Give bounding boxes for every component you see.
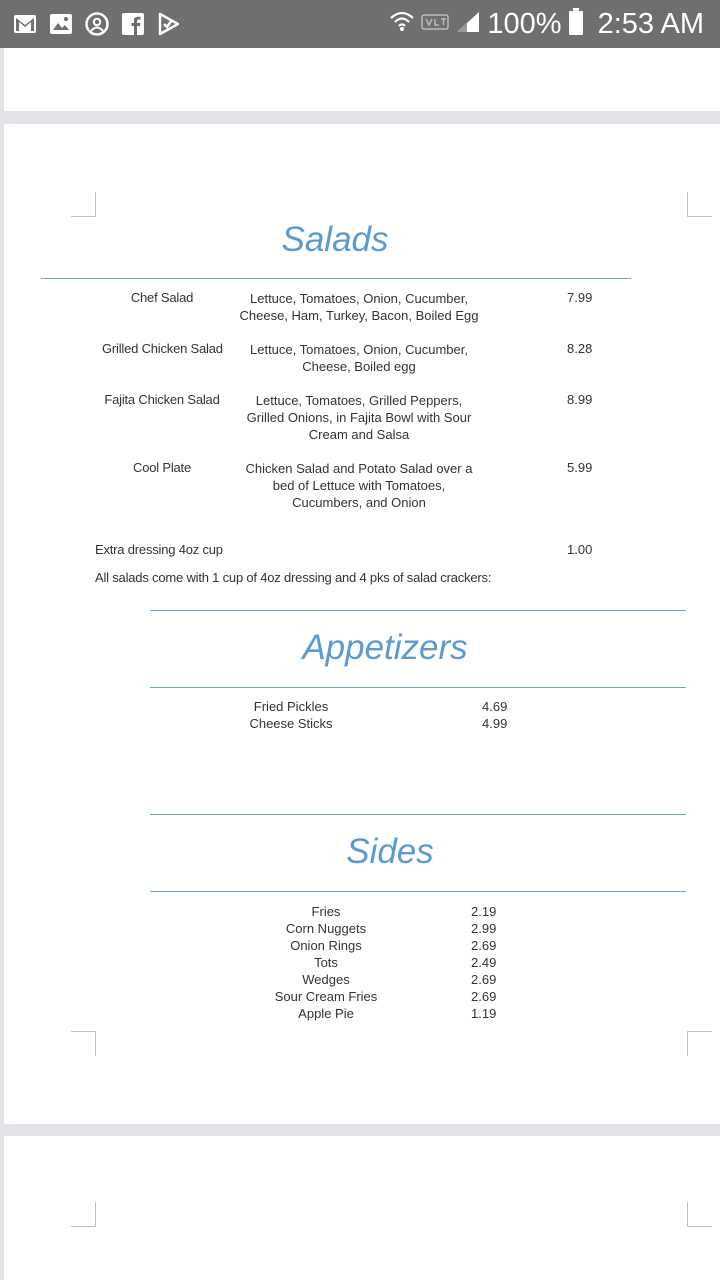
- check-icon: [156, 11, 182, 37]
- document-page: [4, 124, 720, 1124]
- description-line: Cucumbers, and Onion: [292, 495, 426, 510]
- side-price: 2.69: [471, 972, 497, 987]
- appetizer-price: 4.99: [482, 716, 508, 731]
- appetizer-prices: [482, 698, 507, 732]
- side-prices: [471, 903, 496, 1022]
- appetizer-price: 4.69: [482, 699, 508, 714]
- side-price: 2.49: [471, 955, 497, 970]
- extra-dressing-price: 1.00: [567, 542, 593, 557]
- salad-price: 7.99: [567, 290, 593, 305]
- salad-name: Grilled Chicken Salad: [102, 341, 223, 356]
- extra-dressing-label: Extra dressing 4oz cup: [95, 542, 223, 557]
- appetizers-bottom-divider: [150, 687, 686, 688]
- side-name: Wedges: [302, 972, 350, 987]
- side-names: [266, 903, 386, 1022]
- side-price: 1.19: [471, 1006, 497, 1021]
- side-name: Apple Pie: [298, 1006, 354, 1021]
- salad-description: [239, 290, 479, 324]
- image-icon: [48, 11, 74, 37]
- appetizer-name: Fried Pickles: [253, 699, 329, 714]
- gmail-icon: [12, 11, 38, 37]
- salad-price: 8.99: [567, 392, 593, 407]
- salad-price: 8.28: [567, 341, 593, 356]
- sides-top-divider: [150, 814, 686, 815]
- notification-icons: [12, 11, 182, 37]
- appetizers-heading: Appetizers: [302, 628, 468, 667]
- side-price: 2.69: [471, 989, 497, 1004]
- margin-corner-top-left: [71, 1202, 96, 1227]
- salad-name: Chef Salad: [130, 290, 194, 305]
- margin-corner-bottom-left: [71, 1031, 96, 1056]
- side-name: Fries: [311, 904, 341, 919]
- margin-corner-top-left: [71, 192, 96, 217]
- document-page-previous: [4, 48, 720, 111]
- description-line: bed of Lettuce with Tomatoes,: [272, 478, 446, 493]
- side-name: Corn Nuggets: [285, 921, 367, 936]
- description-line: Lettuce, Tomatoes, Onion, Cucumber,: [250, 342, 468, 357]
- side-price: 2.19: [471, 904, 497, 919]
- sides-bottom-divider: [150, 891, 686, 892]
- margin-corner-top-right: [687, 192, 712, 217]
- document-page-next: [4, 1136, 720, 1280]
- status-indicators: [389, 0, 704, 48]
- clock: 2:53 AM: [597, 7, 704, 40]
- margin-corner-top-right: [687, 1202, 712, 1227]
- appetizer-name: Cheese Sticks: [249, 716, 333, 731]
- salad-price: 5.99: [567, 460, 593, 475]
- salads-heading: Salads: [281, 220, 389, 259]
- battery-percent: 100%: [487, 7, 562, 40]
- signal-icon: [455, 10, 481, 39]
- sides-heading: Sides: [346, 832, 434, 871]
- margin-corner-bottom-right: [687, 1031, 712, 1056]
- appetizer-names: [231, 698, 351, 732]
- side-price: 2.99: [471, 921, 497, 936]
- battery-icon: [568, 8, 584, 41]
- description-line: Cream and Salsa: [308, 427, 410, 442]
- description-line: Cheese, Ham, Turkey, Bacon, Boiled Egg: [239, 308, 479, 323]
- description-line: Chicken Salad and Potato Salad over a: [245, 461, 473, 476]
- side-name: Sour Cream Fries: [274, 989, 378, 1004]
- salads-note: All salads come with 1 cup of 4oz dressing and 4 pks of salad crackers:: [95, 570, 492, 585]
- description-line: Cheese, Boiled egg: [302, 359, 416, 374]
- salad-description: [239, 392, 479, 443]
- volte-icon: [421, 12, 449, 37]
- instagram-icon: [84, 11, 110, 37]
- status-bar: [0, 0, 720, 48]
- salads-divider: [41, 278, 631, 279]
- salad-name: Fajita Chicken Salad: [104, 392, 220, 407]
- side-price: 2.69: [471, 938, 497, 953]
- description-line: Lettuce, Tomatoes, Grilled Peppers,: [255, 393, 463, 408]
- facebook-icon: [120, 11, 146, 37]
- wifi-icon: [389, 10, 415, 39]
- side-name: Tots: [314, 955, 338, 970]
- appetizers-top-divider: [150, 610, 686, 611]
- side-name: Onion Rings: [290, 938, 362, 953]
- description-line: Grilled Onions, in Fajita Bowl with Sour: [246, 410, 472, 425]
- salad-name: Cool Plate: [133, 460, 191, 475]
- description-line: Lettuce, Tomatoes, Onion, Cucumber,: [250, 291, 468, 306]
- salad-description: [239, 341, 479, 375]
- salad-description: [239, 460, 479, 511]
